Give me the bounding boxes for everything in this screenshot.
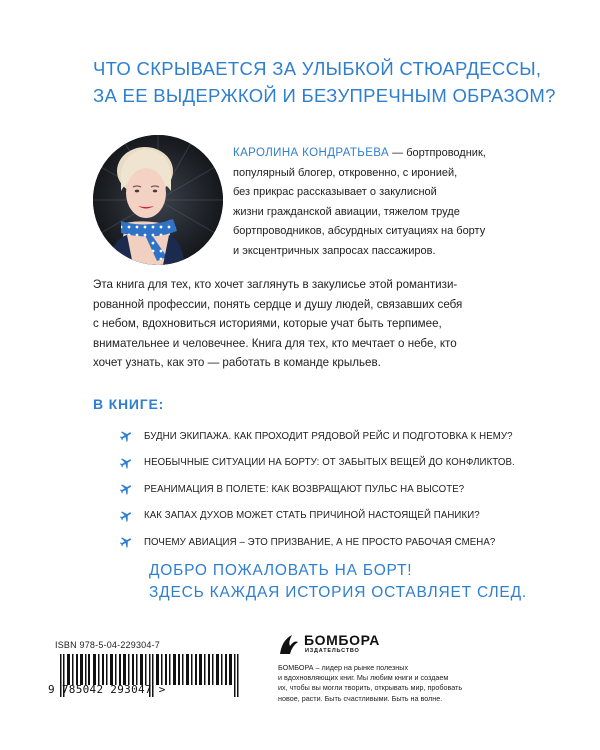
headline-line-1: ЧТО СКРЫВАЕТСЯ ЗА УЛЫБКОЙ СТЮАРДЕССЫ, [93,58,542,79]
bombora-logo [278,632,300,656]
author-name: КАРОЛИНА КОНДРАТЬЕВА [233,147,390,159]
closing-line-1: ДОБРО ПОЖАЛОВАТЬ НА БОРТ! [149,562,413,579]
cover-headline [93,55,556,109]
closing-line-2: ЗДЕСЬ КАЖДАЯ ИСТОРИЯ ОСТАВЛЯЕТ СЛЕД. [149,584,527,601]
publisher-name: БОМБОРА [304,632,380,648]
author-bio-line: — бортпроводник, [389,147,486,159]
author-bio-line: популярный блогер, откровенно, с иронией, [233,166,458,179]
book-description [93,275,518,373]
isbn-label: ISBN 978-5-04-229304-7 [55,640,160,650]
airplane-icon [118,481,134,497]
publisher-description-line: БОМБОРА – лидер на рынке полезных [278,663,409,672]
contents-item-text: ПОЧЕМУ АВИАЦИЯ – ЭТО ПРИЗВАНИЕ, А НЕ ПРОСТО РАБОЧАЯ СМЕНА? [144,536,496,548]
description-line: Эта книга для тех, кто хочет заглянуть в закулисье этой романтизи- [93,278,458,291]
closing-message [149,560,549,604]
airplane-icon [118,534,134,550]
description-line: с небом, вдохновиться историями, которые учат быть терпимее, [93,317,442,330]
publisher-description [278,663,540,704]
contents-item-text: РЕАНИМАЦИЯ В ПОЛЕТЕ: КАК ВОЗВРАЩАЮТ ПУЛЬС НА ВЫСОТЕ? [144,483,465,495]
airplane-icon [118,455,134,471]
author-bio-line: бортпроводников, абсурдных ситуациях на борту [233,225,486,237]
author-photo [93,135,223,265]
contents-item-text: КАК ЗАПАХ ДУХОВ МОЖЕТ СТАТЬ ПРИЧИНОЙ НАСТОЯЩЕЙ ПАНИКИ? [144,510,480,522]
publisher-description-line: новое, расти. Быть счастливыми. Быть на волне. [278,693,443,703]
contents-title: В КНИГЕ: [93,396,165,412]
author-bio [233,144,533,261]
publisher-subtitle: ИЗДАТЕЛЬСТВО [305,648,360,654]
contents-item-text: БУДНИ ЭКИПАЖА. КАК ПРОХОДИТ РЯДОВОЙ РЕЙС И ПОДГОТОВКА К НЕМУ? [144,430,513,442]
headline-line-2: ЗА ЕЕ ВЫДЕРЖКОЙ И БЕЗУПРЕЧНЫМ ОБРАЗОМ? [93,85,556,106]
contents-item [118,529,538,556]
barcode-digits: 9 785042 293047 > [48,683,166,696]
author-bio-line: и эксцентричных запросах пассажиров. [233,244,436,257]
publisher-logo [278,630,398,660]
description-line: хочет узнать, как это — работать в команде крыльев. [93,356,381,369]
contents-item [118,423,538,450]
airplane-icon [118,428,134,444]
author-bio-line: жизни гражданской авиации, тяжелом труде [233,205,460,218]
publisher-description-line: и вдохновляющих книг. Мы любим книги и создаем [278,673,449,683]
author-bio-line: без прикрас рассказывает о закулисной [233,186,437,198]
description-line: внимательнее и человечнее. Книга для тех, кто мечтает о небе, кто [93,336,457,350]
contents-item-text: НЕОБЫЧНЫЕ СИТУАЦИИ НА БОРТУ: ОТ ЗАБЫТЫХ ВЕЩЕЙ ДО КОНФЛИКТОВ. [144,457,515,469]
contents-list [118,423,538,556]
contents-item [118,476,538,503]
contents-item [118,450,538,477]
description-line: рованной профессии, понять сердце и душу людей, связавших себя [93,297,463,311]
publisher-description-line: их, чтобы вы могли творить, открывать мир, пробовать [278,683,463,693]
airplane-icon [118,508,134,524]
contents-item [118,503,538,530]
